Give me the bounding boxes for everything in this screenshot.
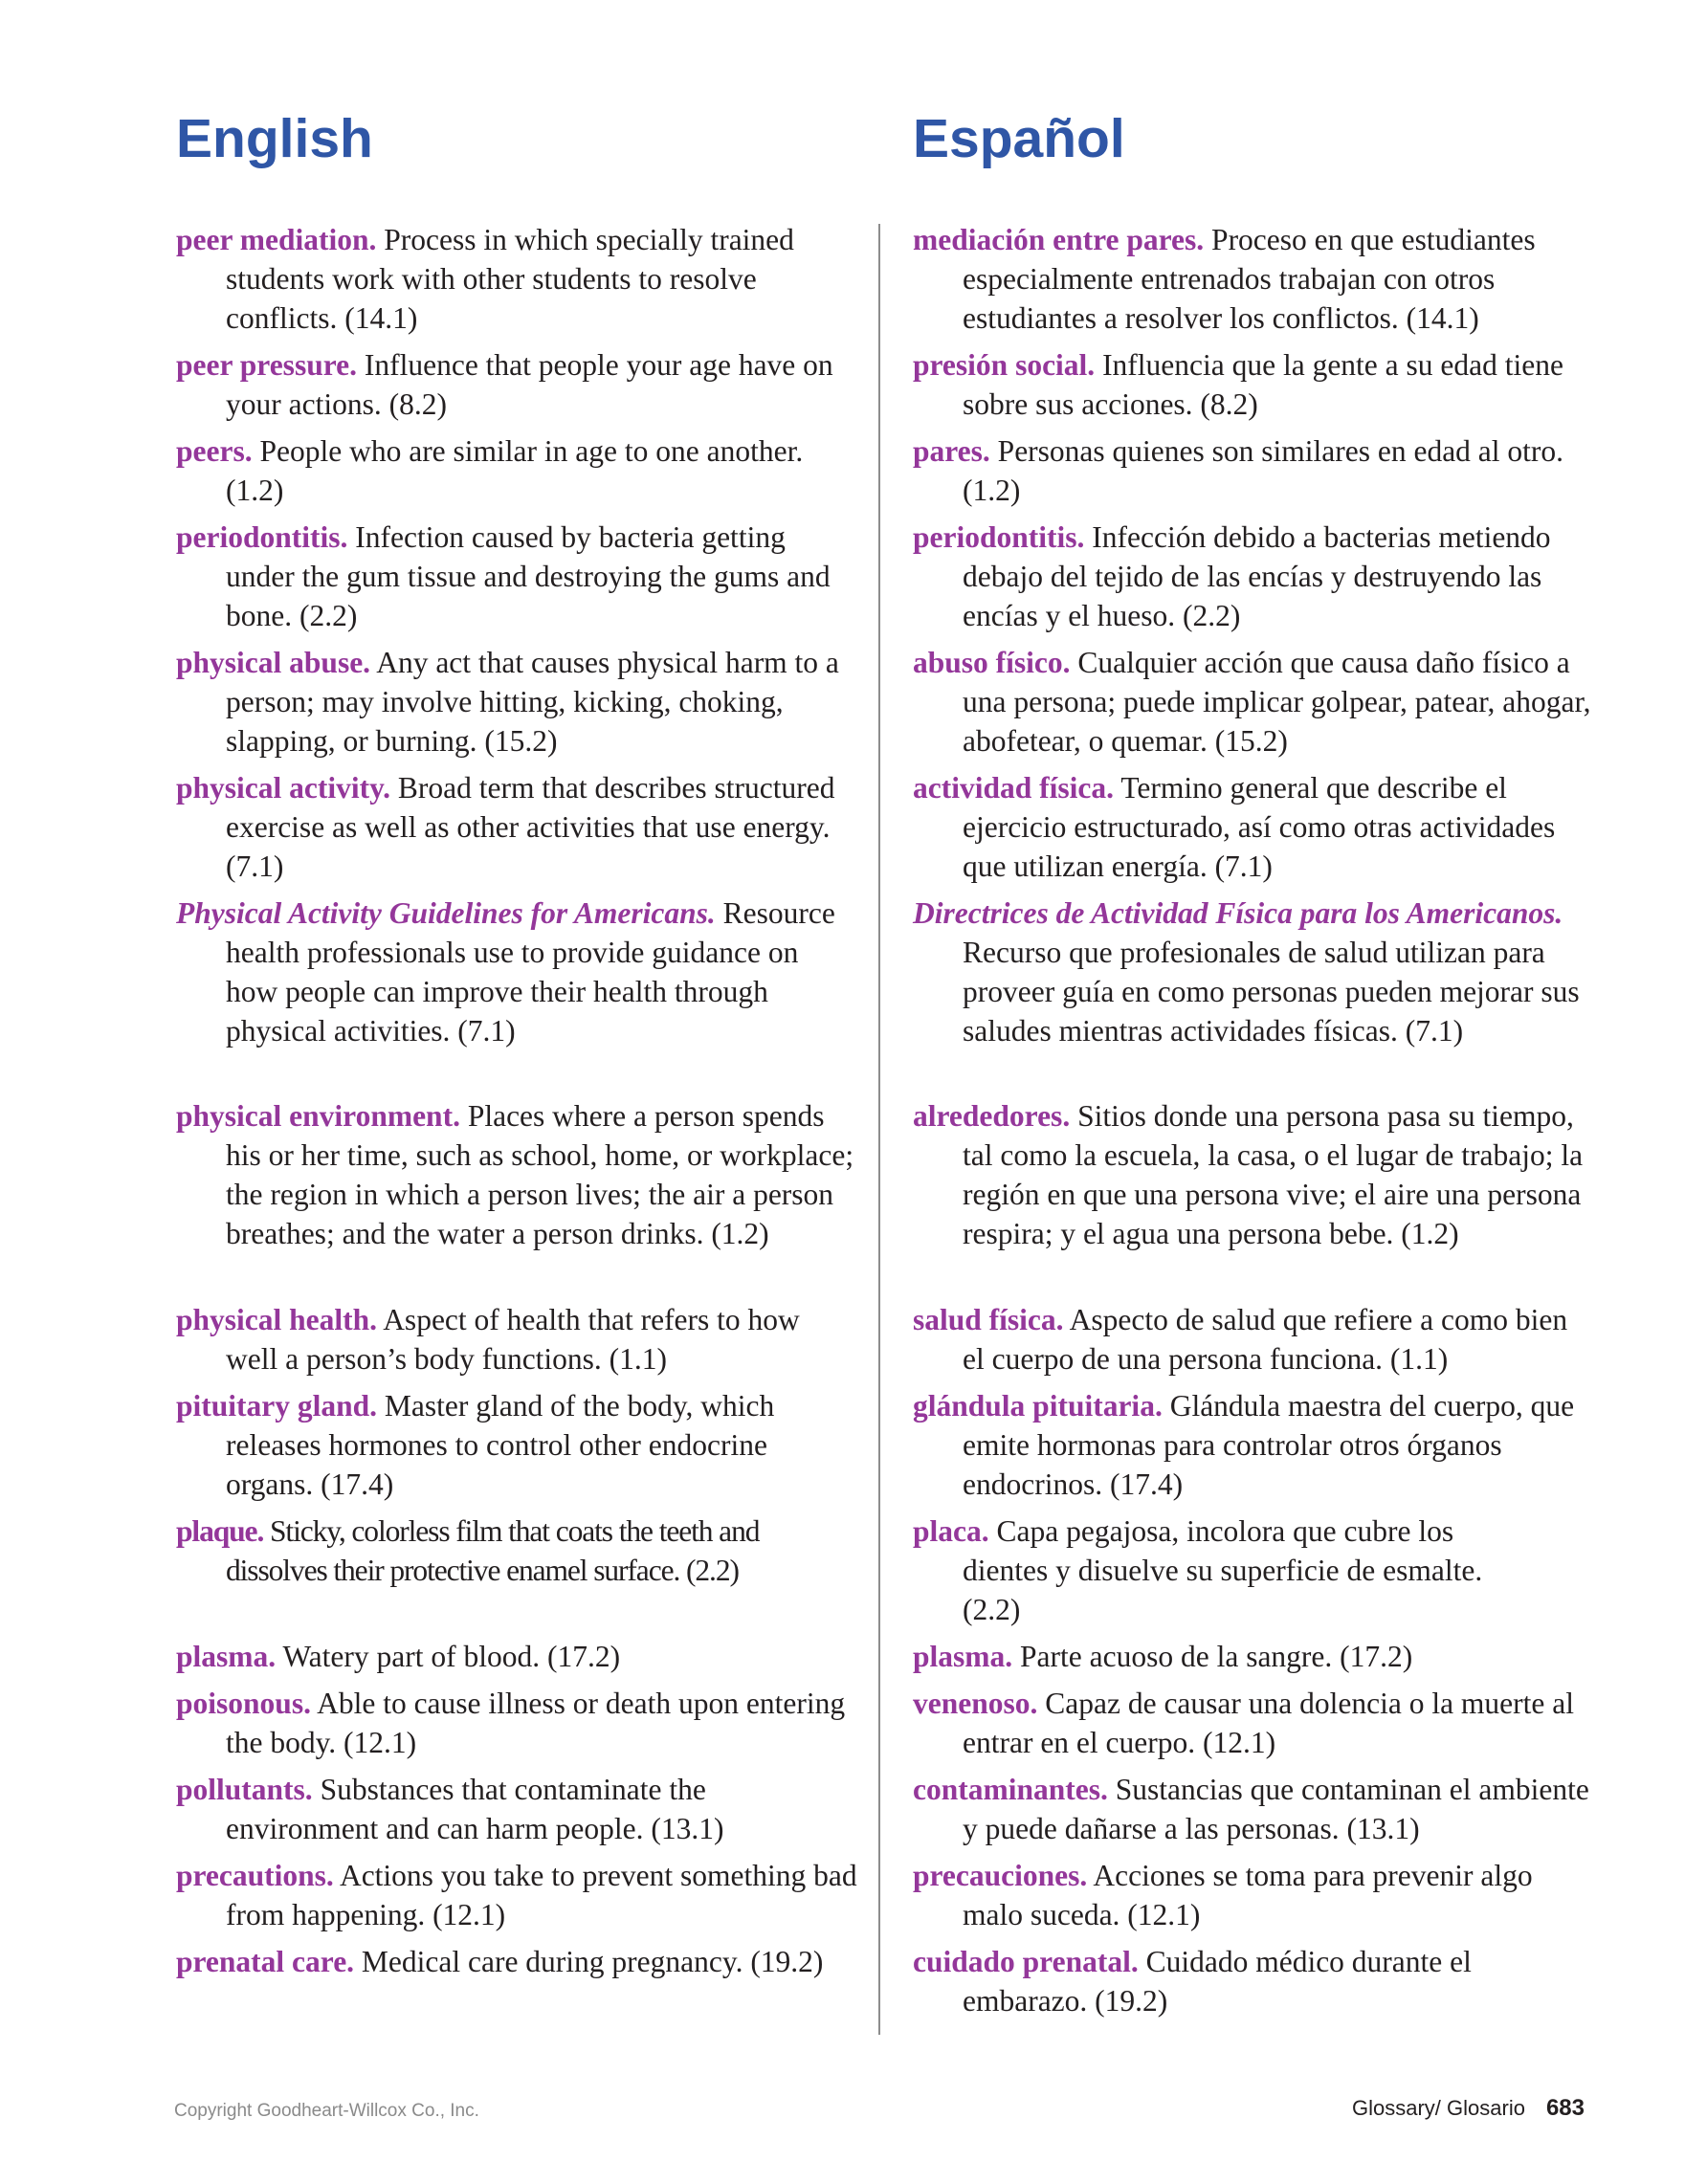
glossary-definition: Process in which specially trained students work with other students to resolve conflicts. (14.1) <box>226 223 794 335</box>
glossary-term: actividad física. <box>913 771 1114 805</box>
glossary-definition: People who are similar in age to one another. (1.2) <box>226 434 804 507</box>
glossary-term: contaminantes. <box>913 1773 1108 1806</box>
glossary-term: physical activity. <box>176 771 391 805</box>
glossary-term: Physical Activity Guidelines for Americans. <box>176 896 716 930</box>
glossary-term: periodontitis. <box>176 520 348 554</box>
glossary-term: plasma. <box>176 1640 277 1673</box>
glossary-entry <box>913 1770 1594 1848</box>
glossary-entry <box>913 1637 1594 1676</box>
glossary-definition: Cuidado médico durante el embarazo. (19.2) <box>963 1945 1472 2018</box>
page-footer <box>1352 2095 1585 2122</box>
glossary-term: venenoso. <box>913 1687 1038 1720</box>
glossary-definition: Resource health professionals use to provide guidance on how people can improve their health through physical activities. (7.1) <box>226 896 835 1048</box>
glossary-definition: Influencia que la gente a su edad tiene sobre sus acciones. (8.2) <box>963 348 1563 421</box>
glossary-entry <box>176 643 857 761</box>
glossary-term: peer pressure. <box>176 348 357 382</box>
glossary-term: pares. <box>913 434 990 468</box>
glossary-definition: Substances that contaminate the environment and can harm people. (13.1) <box>226 1773 724 1845</box>
glossary-term: physical abuse. <box>176 646 371 679</box>
glossary-term: presión social. <box>913 348 1096 382</box>
glossary-entry <box>913 1684 1594 1762</box>
glossary-definition: Proceso en que estudiantes especialmente entrenados trabajan con otros estudiantes a resolver los conflictos. (14.1) <box>963 223 1536 335</box>
glossary-definition: Sustancias que contaminan el ambiente y puede dañarse a las personas. (13.1) <box>963 1773 1589 1845</box>
section-label: Glossary/ Glosario <box>1352 2096 1525 2120</box>
glossary-term: plaque. <box>176 1514 264 1548</box>
glossary-entry <box>913 1511 1594 1629</box>
glossary-definition: Termino general que describe el ejercicio estructurado, así como otras actividades que utilizan energía. (7.1) <box>963 771 1556 883</box>
glossary-definition: Sitios donde una persona pasa su tiempo, tal como la escuela, la casa, o el lugar de trabajo; la región en que una persona vive; el aire una persona respira; y el agua una persona bebe. (1.2) <box>963 1099 1584 1250</box>
glossary-entry <box>913 345 1594 424</box>
glossary-term: cuidado prenatal. <box>913 1945 1139 1978</box>
spanish-heading: Español <box>913 108 1125 169</box>
glossary-term: poisonous. <box>176 1687 311 1720</box>
glossary-definition: Infection caused by bacteria getting under the gum tissue and destroying the gums and bone. (2.2) <box>226 520 831 632</box>
glossary-definition: Infección debido a bacterias metiendo debajo del tejido de las encías y destruyendo las encías y el hueso. (2.2) <box>963 520 1551 632</box>
glossary-definition: Aspect of health that refers to how well a person’s body functions. (1.1) <box>226 1303 800 1376</box>
glossary-entry <box>176 431 857 510</box>
glossary-entry <box>176 1684 857 1762</box>
glossary-entry <box>176 1942 857 1981</box>
glossary-definition: Broad term that describes structured exercise as well as other activities that use energy. (7.1) <box>226 771 835 883</box>
glossary-definition: Watery part of blood. (17.2) <box>282 1640 621 1673</box>
glossary-definition: Capa pegajosa, incolora que cubre los dientes y disuelve su superficie de esmalte. (2.2) <box>963 1514 1483 1626</box>
glossary-entry <box>913 1386 1594 1504</box>
glossary-definition: Personas quienes son similares en edad al otro. (1.2) <box>963 434 1564 507</box>
glossary-entry <box>176 1770 857 1848</box>
glossary-term: peers. <box>176 434 253 468</box>
glossary-definition: Acciones se toma para prevenir algo malo suceda. (12.1) <box>963 1859 1533 1931</box>
glossary-entry <box>913 1942 1594 2020</box>
glossary-definition: Actions you take to prevent something bad from happening. (12.1) <box>226 1859 857 1931</box>
glossary-definition: Influence that people your age have on your actions. (8.2) <box>226 348 833 421</box>
glossary-entry <box>913 893 1594 1050</box>
glossary-term: pollutants. <box>176 1773 313 1806</box>
glossary-entry <box>176 1511 857 1590</box>
glossary-term: mediación entre pares. <box>913 223 1205 256</box>
glossary-definition: Master gland of the body, which releases hormones to control other endocrine organs. (17.4) <box>226 1389 775 1501</box>
glossary-entry <box>913 643 1594 761</box>
glossary-term: precautions. <box>176 1859 334 1892</box>
glossary-term: physical health. <box>176 1303 378 1336</box>
glossary-term: precauciones. <box>913 1859 1088 1892</box>
glossary-term: physical environment. <box>176 1099 460 1133</box>
glossary-term: glándula pituitaria. <box>913 1389 1163 1423</box>
glossary-term: salud física. <box>913 1303 1064 1336</box>
glossary-definition: Parte acuoso de la sangre. (17.2) <box>1020 1640 1413 1673</box>
glossary-entry <box>913 220 1594 338</box>
glossary-entry <box>176 1637 857 1676</box>
glossary-entry <box>913 1096 1594 1253</box>
column-divider <box>878 224 880 2035</box>
glossary-term: peer mediation. <box>176 223 377 256</box>
page-number: 683 <box>1545 2095 1585 2121</box>
glossary-entry <box>176 768 857 886</box>
glossary-term: abuso físico. <box>913 646 1071 679</box>
glossary-entry <box>176 518 857 635</box>
glossary-entry <box>176 1856 857 1934</box>
glossary-definition: Places where a person spends his or her time, such as school, home, or workplace; the region in which a person lives; the air a person breathes; and the water a person drinks. (1.2) <box>226 1099 854 1250</box>
glossary-entry <box>913 431 1594 510</box>
glossary-definition: Glándula maestra del cuerpo, que emite hormonas para controlar otros órganos endocrinos. (17.4) <box>963 1389 1575 1501</box>
glossary-definition: Any act that causes physical harm to a person; may involve hitting, kicking, choking, slapping, or burning. (15.2) <box>226 646 839 758</box>
glossary-entry <box>176 345 857 424</box>
glossary-definition: Cualquier acción que causa daño físico a una persona; puede implicar golpear, patear, ahogar, abofetear, o quemar. (15.2) <box>963 646 1591 758</box>
glossary-definition: Medical care during pregnancy. (19.2) <box>361 1945 824 1978</box>
glossary-term: prenatal care. <box>176 1945 355 1978</box>
glossary-entry <box>913 518 1594 635</box>
glossary-entry <box>176 1096 857 1253</box>
glossary-entry <box>913 1856 1594 1934</box>
glossary-term: Directrices de Actividad Física para los Americanos. <box>913 896 1563 930</box>
glossary-term: placa. <box>913 1514 989 1548</box>
glossary-term: alrededores. <box>913 1099 1071 1133</box>
glossary-definition: Aspecto de salud que refiere a como bien el cuerpo de una persona funciona. (1.1) <box>963 1303 1568 1376</box>
english-heading: English <box>176 108 373 169</box>
glossary-term: periodontitis. <box>913 520 1085 554</box>
glossary-entry <box>913 1300 1594 1379</box>
glossary-definition: Sticky, colorless film that coats the teeth and dissolves their protective enamel surface. (2.2) <box>226 1514 760 1587</box>
glossary-entry <box>176 1386 857 1504</box>
glossary-term: plasma. <box>913 1640 1013 1673</box>
glossary-entry <box>176 220 857 338</box>
glossary-entry <box>176 893 857 1050</box>
copyright-notice: Copyright Goodheart-Willcox Co., Inc. <box>174 2101 479 2121</box>
glossary-definition: Recurso que profesionales de salud utilizan para proveer guía en como personas pueden mejorar sus saludes mientras actividades físicas. (7.1) <box>963 936 1580 1048</box>
glossary-term: pituitary gland. <box>176 1389 378 1423</box>
glossary-definition: Able to cause illness or death upon entering the body. (12.1) <box>226 1687 846 1759</box>
glossary-definition: Capaz de causar una dolencia o la muerte al entrar en el cuerpo. (12.1) <box>963 1687 1574 1759</box>
glossary-entry <box>176 1300 857 1379</box>
glossary-entry <box>913 768 1594 886</box>
